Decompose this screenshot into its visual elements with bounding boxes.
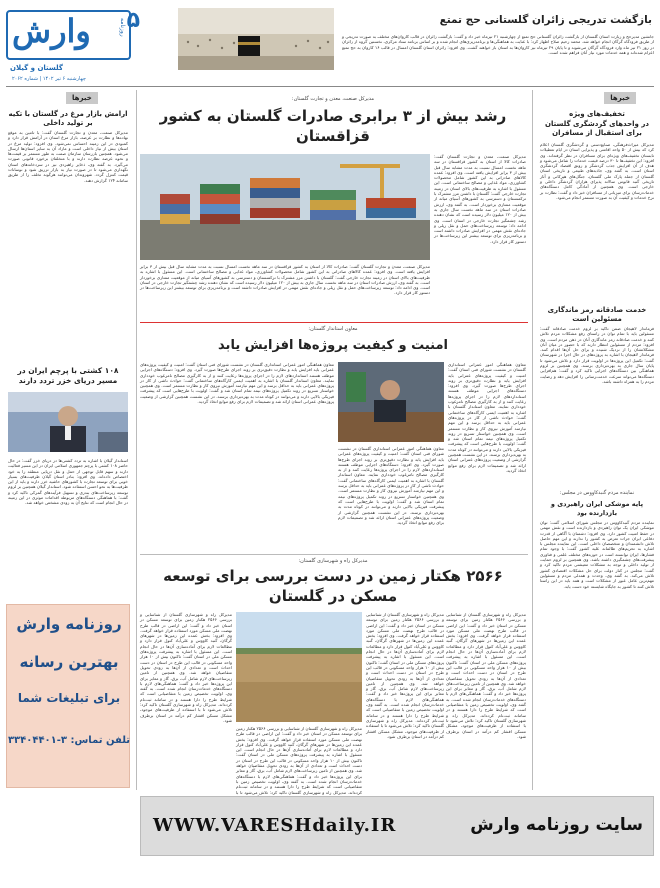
logo-sub: روزنامه (119, 18, 126, 37)
center-story2-title: امنیت و کیفیت پروژه‌ها افزایش یابد (218, 338, 448, 353)
issue-line: چهارشنبه ۶ تیر ۱۴۰۲ | شماره ۲۰۶۲ (12, 76, 86, 82)
right-story2-body: فرماندار لاهیجان ضمن تاکید بر لزوم خدمت صادقانه گفت: مسئولین باید با تمام توان در راستای رفع مشکلات مردم تلاش کنند و خدمت صادقانه رمز ماندگاری آنان در ذهن مردم است. وی افزود: مردم از مسئولین انتظار دارند که با حضور در میان آنان مشکلاتشان را از نزدیک شنیده و برای حل آن‌ها اقدام کنند. فرماندار لاهیجان با اشاره به پروژه‌های در حال اجرا در شهرستان گفت: تکمیل این پروژه‌ها در اولویت قرار دارد و تلاش می‌شود تا پایان سال جاری به بهره‌برداری برسند. وی همچنین بر لزوم هماهنگی بین دستگاه‌های اجرایی تاکید کرد و گفت: هم‌افزایی دستگاه‌ها می‌تواند سرعت خدمت‌رسانی را افزایش دهد و رضایت مردم را به همراه داشته باشد. (540, 326, 654, 384)
meeting-image (338, 362, 444, 442)
official-portrait-image (8, 392, 128, 452)
right-story3-body: نماینده مردم گنبدکاووس در مجلس شورای اسلامی گفت: توان موشکی ایران یک توان راهبردی و بازدارنده است و نقش مهمی در حفظ امنیت کشور دارد. وی افزود: دشمنان با آگاهی از قدرت دفاعی ایران جرات تعرض به کشور را ندارند و این مهم حاصل تلاش دانشمندان و متخصصان داخلی است. این نماینده مجلس با اشاره به تحریم‌های ظالمانه علیه کشور گفت: با وجود تمام فشارها، ایران توانسته است در حوزه‌های مختلف علمی و فناوری پیشرفت‌های چشمگیری داشته باشد. وی همچنین بر لزوم حمایت از تولید داخلی و توجه به مشکلات معیشتی مردم تاکید کرد و گفت: مجلس در کنار دولت برای حل مشکلات اقتصادی کشور تلاش می‌کند. به گفته وی، وحدت و همدلی مردم و مسئولین مهم‌ترین عامل عبور از مشکلات است و همه باید در این راستا تلاش کنند تا کشور به جایگاه شایسته خود دست یابد. (540, 520, 654, 589)
center-story1-title: رشد بیش از ۳ برابری صادرات گلستان به کشور قزاقستان (159, 107, 507, 145)
logo (6, 10, 131, 60)
container-port-photo (140, 154, 430, 260)
footer-url[interactable]: WWW.VARESHdaily.IR (153, 815, 397, 836)
left-story2-title: ۱۰۸ کشتی با پرچم ایران در مسیر دریای خزر تردد دارند (17, 366, 119, 385)
logo-wordmark: وارش (12, 12, 91, 50)
center-story2-body-right: معاون هماهنگی امور عمرانی استانداری گلستان در نشست شورای فنی استان گفت: امنیت و کیفیت پروژه‌های عمرانی باید افزایش یابد و نظارت دقیق‌تری بر روند اجرای طرح‌ها صورت گیرد. وی افزود: دستگاه‌های اجرایی موظف هستند استانداردهای لازم را در اجرای پروژه‌ها رعایت کنند و از به کارگیری مصالح نامرغوب خودداری نمایند. معاون استاندار گلستان با اشاره به اهمیت ایمنی کارگاه‌های ساختمانی گفت: حوادث ناشی از کار در پروژه‌های عمرانی باید به حداقل برسد و این مهم نیازمند آموزش نیروی کار و نظارت مستمر است. وی همچنین خواستار تسریع در روند تکمیل پروژه‌های نیمه تمام استان شد و گفت: اولویت با طرح‌هایی است که پیشرفت فیزیکی بالایی دارند و می‌توانند در کوتاه مدت به بهره‌برداری برسند. در این نشست همچنین گزارشی از وضعیت پروژه‌های عمرانی استان ارائه شد و تصمیمات لازم برای رفع موانع اتخاذ گردید. (448, 362, 526, 473)
region-label: گلستان و گیلان (10, 64, 63, 72)
top-story-title: بازگشت تدریجی زائران گلستانی حج تمتع (439, 14, 652, 26)
hajj-photo-image (178, 8, 334, 70)
center-story3-title: ۲۵۶۶ هکتار زمین در دست بررسی برای توسعه مسکن در گلستان (163, 567, 503, 605)
center-story3-body-right2: مدیرکل راه و شهرسازی گلستان از شناسایی و بررسی ۲۵۶۶ هکتار زمین برای توسعه مسکن در استان خبر داد و گفت: این اراضی در قالب طرح نهضت ملی مسکن مورد استفاده قرار خواهد گرفت. وی افزود: بخش عمده این زمین‌ها در شهرهای گرگان، گنبد کاووس و علی‌آباد کتول قرار دارد و مطالعات لازم برای آماده‌سازی آن‌ها در حال انجام است. این مسئول با اشاره به پیشرفت پروژه‌های مسکن ملی در استان گفت: تاکنون بیش از ۱۰ هزار واحد مسکونی در قالب این طرح در استان در دست احداث است و تعدادی از آن‌ها به زودی تحویل متقاضیان خواهد شد. وی همچنین از تامین زیرساخت‌های لازم شامل آب، برق، گاز و معابر برای این پروژه‌ها خبر داد و گفت: هماهنگی‌های لازم با دستگاه‌های خدمات‌رسان انجام شده است. به گفته وی، اولویت تخصیص زمین با متقاضیانی است که شرایط طرح را دارا هستند و در سامانه ثبت‌نام کرده‌اند. مدیرکل راه و شهرسازی گلستان تاکید کرد: تلاش می‌شود تا با استفاده از ظرفیت‌های موجود، مشکل مسکن اقشار کم درآمد در استان برطرف شود. (366, 612, 444, 739)
center-story3-kicker: مدیرکل راه و شهرسازی گلستان: (298, 558, 368, 564)
left-story2-photo (8, 392, 128, 452)
right-story3-title: پایه‌ موشکی ایران راهبردی و بازدارنده بود (550, 500, 644, 517)
ad-line3: برای تبلیغات شما (17, 691, 121, 705)
land-image (236, 612, 362, 722)
ad-line1: روزنامه وارش (16, 615, 122, 633)
left-story1-title: ارامش بازار مرغ در گلستان با تکیه بر تولید داخلی (8, 110, 128, 127)
ad-box (6, 604, 130, 788)
right-story3-kicker: نماینده مردم گنبدکاووس در مجلس: (559, 490, 635, 496)
right-story1-kicker: تخفیف‌های ویژه (569, 110, 625, 118)
right-story2-title: خدمت صادقانه رمز ماندگاری مسئولین است (547, 306, 647, 323)
center-story3-body-right: مدیرکل راه و شهرسازی گلستان از شناسایی و بررسی ۲۵۶۶ هکتار زمین برای توسعه مسکن در استان خبر داد و گفت: این اراضی در قالب طرح نهضت ملی مسکن مورد استفاده قرار خواهد گرفت. وی افزود: بخش عمده این زمین‌ها در شهرهای گرگان، گنبد کاووس و علی‌آباد کتول قرار دارد و مطالعات لازم برای آماده‌سازی آن‌ها در حال انجام است. این مسئول با اشاره به پیشرفت پروژه‌های مسکن ملی در استان گفت: تاکنون بیش از ۱۰ هزار واحد مسکونی در قالب این طرح در استان در دست احداث است و تعدادی از آن‌ها به زودی تحویل متقاضیان خواهد شد. وی همچنین از تامین زیرساخت‌های لازم شامل آب، برق، گاز و معابر برای این پروژه‌ها خبر داد و گفت: هماهنگی‌های لازم با دستگاه‌های خدمات‌رسان انجام شده است. به گفته وی، اولویت تخصیص زمین با متقاضیانی است که شرایط طرح را دارا هستند و در سامانه ثبت‌نام کرده‌اند. مدیرکل راه و شهرسازی گلستان تاکید کرد: تلاش می‌شود تا با استفاده از ظرفیت‌های موجود، مشکل مسکن اقشار کم درآمد در استان برطرف شود. (446, 612, 526, 739)
footer-label: سایت روزنامه وارش (470, 815, 643, 835)
center-story2-kicker: معاون استاندار گلستان: (308, 326, 358, 332)
page-number: ۵ (126, 8, 140, 33)
center-story1-kicker: مدیرکل صنعت، معدن و تجارت گلستان: (291, 96, 375, 102)
right-story1-title: در واحدهای گردشگری گلستان برای استقبال از مسافران (545, 120, 649, 137)
ad-line2: بهترین رسانه (19, 653, 119, 671)
center-story3-body-left: مدیرکل راه و شهرسازی گلستان از شناسایی و بررسی ۲۵۶۶ هکتار زمین برای توسعه مسکن در استان خبر داد و گفت: این اراضی در قالب طرح نهضت ملی مسکن مورد استفاده قرار خواهد گرفت. وی افزود: بخش عمده این زمین‌ها در شهرهای گرگان، گنبد کاووس و علی‌آباد کتول قرار دارد و مطالعات لازم برای آماده‌سازی آن‌ها در حال انجام است. این مسئول با اشاره به پیشرفت پروژه‌های مسکن ملی در استان گفت: تاکنون بیش از ۱۰ هزار واحد مسکونی در قالب این طرح در استان در دست احداث است و تعدادی از آن‌ها به زودی تحویل متقاضیان خواهد شد. وی همچنین از تامین زیرساخت‌های لازم شامل آب، برق، گاز و معابر برای این پروژه‌ها خبر داد و گفت: هماهنگی‌های لازم با دستگاه‌های خدمات‌رسان انجام شده است. به گفته وی، اولویت تخصیص زمین با متقاضیانی است که شرایط طرح را دارا هستند و در سامانه ثبت‌نام کرده‌اند. مدیرکل راه و شهرسازی گلستان تاکید کرد: تلاش می‌شود تا با استفاده از ظرفیت‌های موجود، مشکل مسکن اقشار کم درآمد در استان برطرف شود. (140, 612, 232, 723)
container-port-image (140, 154, 430, 260)
center-story1-body-right: مدیرکل صنعت، معدن و تجارت گلستان گفت: صادرات کالا از استان به کشور قزاقستان در سه ماهه نخست امسال نسبت به مدت مشابه سال قبل بیش از ۳ برابر افزایش یافته است. وی افزود: عمده کالاهای صادراتی به این کشور شامل محصولات کشاورزی، مواد غذایی و مصالح ساختمانی است. این مسئول با اشاره به ظرفیت‌های بالای استان در زمینه تجارت خارجی گفت: گلستان با داشتن مرز مشترک با ترکمنستان و دسترسی به کشورهای آسیای میانه از موقعیت ممتازی برخوردار است. به گفته وی، ارزش صادرات استان در سه ماهه نخست سال جاری به بیش از ۱۲۰ میلیون دلار رسیده است که نشان دهنده رشد چشمگیر تجارت خارجی در استان است. وی ادامه داد: توسعه زیرساخت‌های حمل و نقل ریلی و جاده‌ای نقش مهمی در افزایش صادرات داشته است و برنامه‌ریزی برای توسعه بیشتر این زیرساخت‌ها در دستور کار قرار دارد. (434, 154, 526, 244)
meeting-photo (338, 362, 444, 442)
hajj-photo (178, 8, 334, 70)
center-story2-body-mid: معاون هماهنگی امور عمرانی استانداری گلستان در نشست شورای فنی استان گفت: امنیت و کیفیت پروژه‌های عمرانی باید افزایش یابد و نظارت دقیق‌تری بر روند اجرای طرح‌ها صورت گیرد. وی افزود: دستگاه‌های اجرایی موظف هستند استانداردهای لازم را در اجرای پروژه‌ها رعایت کنند و از به کارگیری مصالح نامرغوب خودداری نمایند. معاون استاندار گلستان با اشاره به اهمیت ایمنی کارگاه‌های ساختمانی گفت: حوادث ناشی از کار در پروژه‌های عمرانی باید به حداقل برسد و این مهم نیازمند آموزش نیروی کار و نظارت مستمر است. وی همچنین خواستار تسریع در روند تکمیل پروژه‌های نیمه تمام استان شد و گفت: اولویت با طرح‌هایی است که پیشرفت فیزیکی بالایی دارند و می‌توانند در کوتاه مدت به بهره‌برداری برسند. در این نشست همچنین گزارشی از وضعیت پروژه‌های عمرانی استان ارائه شد و تصمیمات لازم برای رفع موانع اتخاذ گردید. (338, 446, 444, 526)
left-news-tab: خبرها (66, 92, 98, 104)
top-story-body: جانشین مدیرحج و زیارت استان گلستان از بازگشت زائران گلستانی حج تمتع از چهارشنبه ۲۱ تیرماه خبر داد و گفت: بازگشت زائران در قالب کاروان‌های مختلف به صورت تدریجی و از طریق فرودگاه گرگان انجام خواهد شد. محمد رحیم صلاح اظهار کرد: با عنایت به هماهنگی‌ها و برنامه‌ریزی‌های انجام شده و بر اساس برنامه ستاد مرکزی، نخستین گروه از زائران در روز ۲۱ تیر ماه وارد فرودگاه گرگان می‌شوند و تا پایان ۲۹ تیرماه نیز کاروان‌ها به استان باز خواهند گشت. وی افزود: زائران استان گلستان امسال در قالب ۱۶ کاروان به حج تمتع اعزام شده‌اند و همه خدمات مورد نیاز آنان فراهم شده است. (342, 34, 654, 55)
right-news-tab: خبرها (604, 92, 636, 104)
ad-phone: تلفن تماس: ۳-۳۳۴۰۴۴۰۱ (7, 735, 131, 746)
issue-number: شماره ۲۰۶۲ (12, 76, 38, 82)
left-story2-body: استاندار گیلان با اشاره به تردد کشتی‌ها در دریای خزر گفت: در حال حاضر ۱۰۸ کشتی با پرچم جمهوری اسلامی ایران در این مسیر فعالیت دارند و سهم قابل توجهی از حمل و نقل دریایی منطقه را به خود اختصاص داده‌اند. وی افزود: بنادر استان گیلان ظرفیت‌های بسیار خوبی برای توسعه تجارت با کشورهای حاشیه خزر دارند و باید از این ظرفیت‌ها به نحو احسن استفاده شود. استاندار گیلان همچنین بر لزوم توسعه زیرساخت‌های بندری و تسهیل فرآیندهای گمرکی تاکید کرد و گفت: با هماهنگی دستگاه‌های مربوطه اقدامات موثری در این زمینه در حال انجام است که نتایج آن به زودی مشخص خواهد شد. (8, 458, 128, 506)
center-story3-body-photo: مدیرکل راه و شهرسازی گلستان از شناسایی و بررسی ۲۵۶۶ هکتار زمین برای توسعه مسکن در استان خبر داد و گفت: این اراضی در قالب طرح نهضت ملی مسکن مورد استفاده قرار خواهد گرفت. وی افزود: بخش عمده این زمین‌ها در شهرهای گرگان، گنبد کاووس و علی‌آباد کتول قرار دارد و مطالعات لازم برای آماده‌سازی آن‌ها در حال انجام است. این مسئول با اشاره به پیشرفت پروژه‌های مسکن ملی در استان گفت: تاکنون بیش از ۱۰ هزار واحد مسکونی در قالب این طرح در استان در دست احداث است و تعدادی از آن‌ها به زودی تحویل متقاضیان خواهد شد. وی همچنین از تامین زیرساخت‌های لازم شامل آب، برق، گاز و معابر برای این پروژه‌ها خبر داد و گفت: هماهنگی‌های لازم با دستگاه‌های خدمات‌رسان انجام شده است. به گفته وی، اولویت تخصیص زمین با متقاضیانی است که شرایط طرح را دارا هستند و در سامانه ثبت‌نام کرده‌اند. مدیرکل راه و شهرسازی گلستان تاکید کرد: تلاش می‌شود تا با (236, 726, 362, 795)
right-story1-body: مدیرکل میراث‌فرهنگی، صنایع‌دستی و گردشگری گلستان اعلام کرد که بیش از ۵۰ واحد اقامتی و پذیرایی استان در ایام تعطیلات تابستان تخفیف‌های ویژه‌ای برای مسافران در نظر گرفته‌اند. وی افزود: این تخفیف‌ها تا ۳۰ درصد قیمت خدمات را شامل می‌شود و هدف از آن افزایش جذب گردشگر و رونق اقتصاد گردشگری استان است. به گفته وی، جاذبه‌های طبیعی و تاریخی استان گلستان از جمله پارک ملی گلستان، جنگل‌های هیرکانی و آثار تاریخی گنبد قابوس سالانه پذیرای هزاران گردشگر داخلی و خارجی است. وی همچنین از آمادگی کامل دستگاه‌های خدمات‌رسان برای میزبانی از مسافران خبر داد و گفت: نظارت بر نرخ خدمات و کیفیت آن به صورت مستمر انجام می‌شود. (540, 142, 654, 200)
footer-bar (140, 796, 654, 856)
masthead (6, 6, 168, 84)
center-story2-body-left: معاون هماهنگی امور عمرانی استانداری گلستان در نشست شورای فنی استان گفت: امنیت و کیفیت پروژه‌های عمرانی باید افزایش یابد و نظارت دقیق‌تری بر روند اجرای طرح‌ها صورت گیرد. وی افزود: دستگاه‌های اجرایی موظف هستند استانداردهای لازم را در اجرای پروژه‌ها رعایت کنند و از به کارگیری مصالح نامرغوب خودداری نمایند. معاون استاندار گلستان با اشاره به اهمیت ایمنی کارگاه‌های ساختمانی گفت: حوادث ناشی از کار در پروژه‌های عمرانی باید به حداقل برسد و این مهم نیازمند آموزش نیروی کار و نظارت مستمر است. وی همچنین خواستار تسریع در روند تکمیل پروژه‌های نیمه تمام استان شد و گفت: اولویت با طرح‌هایی است که پیشرفت فیزیکی بالایی دارند و می‌توانند در کوتاه مدت به بهره‌برداری برسند. در این نشست همچنین گزارشی از وضعیت پروژه‌های عمرانی استان ارائه شد و تصمیمات لازم برای رفع موانع اتخاذ گردید. (140, 362, 334, 405)
date: چهارشنبه ۶ تیر ۱۴۰۲ (42, 76, 86, 82)
left-story1-body: مدیرکل صنعت، معدن و تجارت گلستان گفت: با تامین به موقع نهاده‌ها و نظارت بر عرضه، بازار مرغ استان در آرامش قرار دارد و کمبودی در این زمینه احساس نمی‌شود. وی افزود: تولید مرغ در استان بیش از نیاز داخلی است و مازاد آن به سایر استان‌ها ارسال می‌شود. همچنین بازرسان سازمان صمت به طور مستمر بر قیمت‌ها و نحوه عرضه نظارت دارند و با متخلفان برخورد قانونی صورت می‌گیرد. به گفته وی، ذخایر راهبردی نیز در سردخانه‌های استان نگهداری می‌شود تا در صورت نیاز به بازار تزریق شود و نوسانات قیمت کنترل گردد. شهروندان می‌توانند هرگونه تخلف را از طریق سامانه ۱۲۴ گزارش دهند. (8, 130, 128, 183)
center-story1-body-lower: مدیرکل صنعت، معدن و تجارت گلستان گفت: صادرات کالا از استان به کشور قزاقستان در سه ماهه نخست امسال نسبت به مدت مشابه سال قبل بیش از ۳ برابر افزایش یافته است. وی افزود: عمده کالاهای صادراتی به این کشور شامل محصولات کشاورزی، مواد غذایی و مصالح ساختمانی است. این مسئول با اشاره به ظرفیت‌های بالای استان در زمینه تجارت خارجی گفت: گلستان با داشتن مرز مشترک با ترکمنستان و دسترسی به کشورهای آسیای میانه از موقعیت ممتازی برخوردار است. به گفته وی، ارزش صادرات استان در سه ماهه نخست سال جاری به بیش از ۱۲۰ میلیون دلار رسیده است که نشان دهنده رشد چشمگیر تجارت خارجی در استان است. وی ادامه داد: توسعه زیرساخت‌های حمل و نقل ریلی و جاده‌ای نقش مهمی در افزایش صادرات داشته است و برنامه‌ریزی برای توسعه بیشتر این زیرساخت‌ها در دستور کار قرار دارد. (140, 264, 430, 296)
land-photo (236, 612, 362, 722)
